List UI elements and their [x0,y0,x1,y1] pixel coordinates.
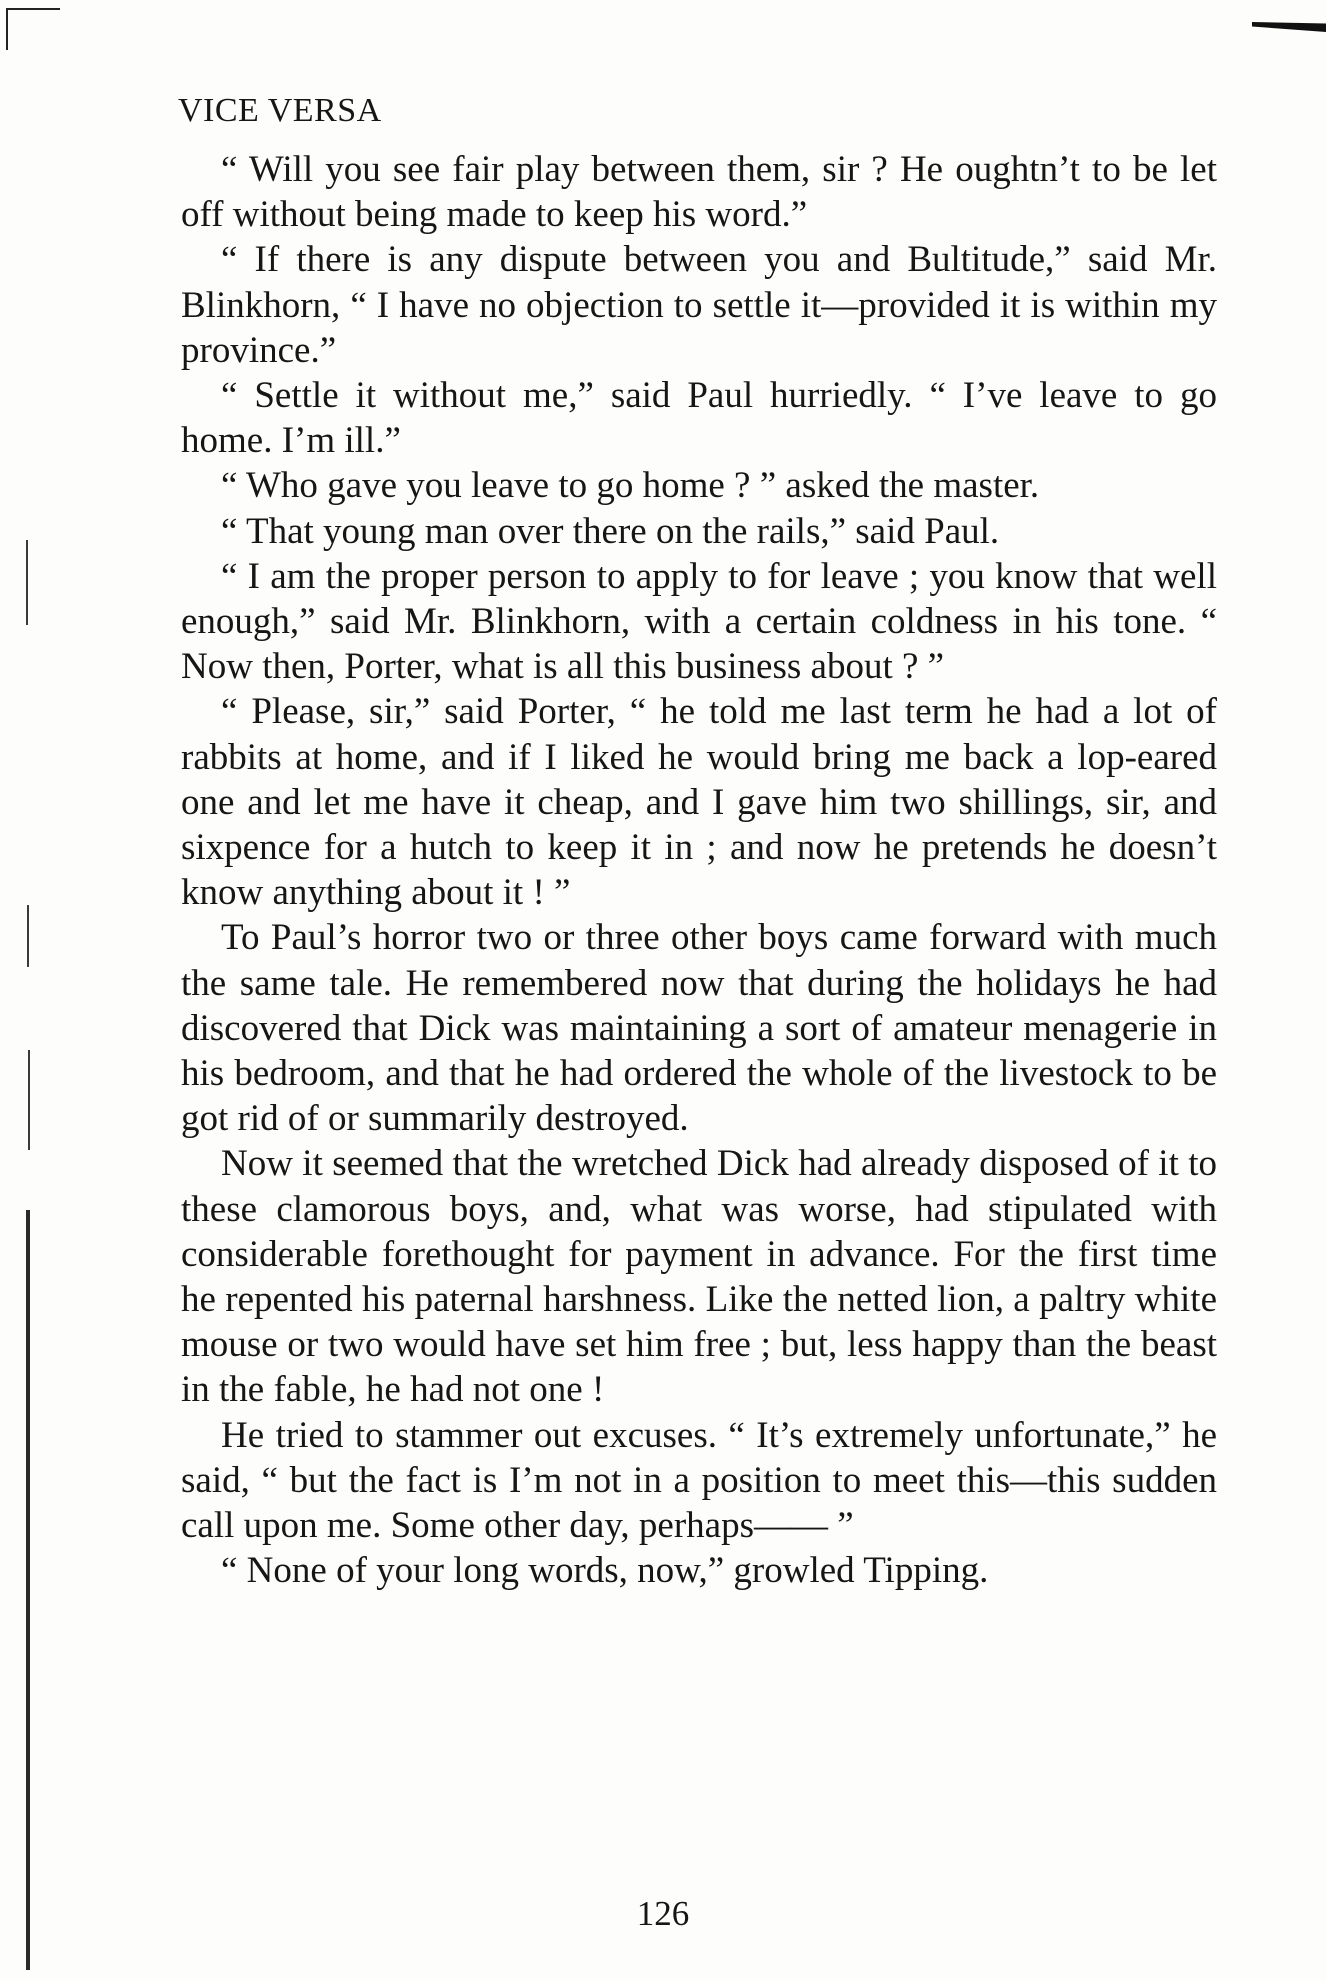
binding-shadow-line [28,1050,30,1150]
paragraph: “ I am the proper person to apply to for leave ; you know that well enough,” said Mr. Blinkhorn, with a certain coldness in his tone. “ Now then, Porter, what is all this business about ? ” [181,555,1217,688]
body-text [181,147,1217,1594]
binding-shadow-line [27,905,29,967]
paragraph: Now it seemed that the wretched Dick had already disposed of it to these clamorous boys, and, what was worse, had stipulated with considerable forethought for payment in advance. For the first time he repented his paternal harshness. Like the netted lion, a paltry white mouse or two would have set him free ; but, less happy than the beast in the fable, he had not one ! [181,1143,1217,1411]
paragraph: “ Will you see fair play between them, sir ? He oughtn’t to be let off without being made to keep his word.” [181,149,1217,236]
binding-shadow-line [26,540,28,625]
paragraph: He tried to stammer out excuses. “ It’s extremely unfortunate,” he said, “ but the fact is I’m not in a position to meet this—this sudden call upon me. Some other day, perhaps—— ” [181,1414,1217,1547]
binding-shadow-line [26,1210,30,1970]
paragraph: “ Please, sir,” said Porter, “ he told me last term he had a lot of rabbits at home, and if I liked he would bring me back a lop-eared one and let me have it cheap, and I gave him two shillings, sir, and sixpence for a hutch to keep it in ; and now he pretends he doesn’t know anything about it ! ” [181,691,1217,914]
page-number: 126 [636,1894,690,1933]
paragraph: “ If there is any dispute between you and Bultitude,” said Mr. Blinkhorn, “ I have no objection to settle it—provided it is within my province.” [181,239,1217,371]
scan-corner-mark [6,8,60,50]
paragraph: “ That young man over there on the rails,” said Paul. [221,510,1000,552]
paragraph: “ Settle it without me,” said Paul hurriedly. “ I’ve leave to go home. I’m ill.” [181,375,1217,462]
running-head: VICE VERSA [178,92,382,129]
scan-edge-mark [1252,22,1326,32]
paragraph: To Paul’s horror two or three other boys came forward with much the same tale. He remembered now that during the holidays he had discovered that Dick was maintaining a sort of amateur menagerie in his bedroom, and that he had ordered the whole of the livestock to be got rid of or summarily destroyed. [181,917,1217,1140]
paragraph: “ Who gave you leave to go home ? ” asked the master. [221,465,1040,507]
paragraph: “ None of your long words, now,” growled Tipping. [221,1550,989,1592]
